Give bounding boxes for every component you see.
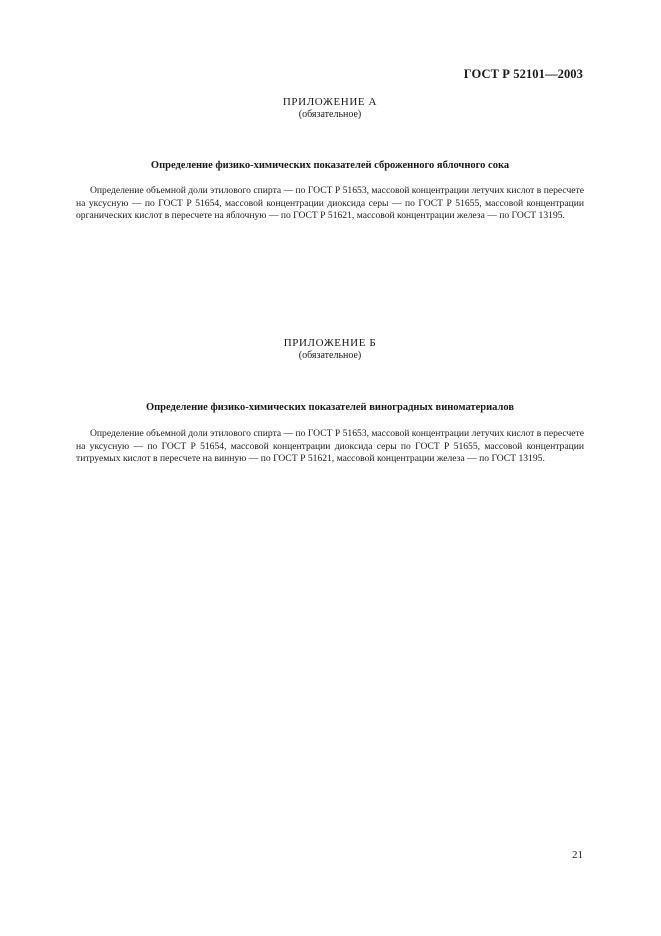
appendix-a-heading: Определение физико-химических показателей сброженного яблочного сока	[150, 160, 510, 171]
appendix-b-title-block	[76, 337, 584, 362]
appendix-b-status: (обязательное)	[298, 350, 362, 361]
appendix-a-title-block	[76, 96, 584, 121]
document-code: ГОСТ Р 52101—2003	[463, 67, 583, 81]
appendix-a-label: ПРИЛОЖЕНИЕ А	[282, 96, 378, 108]
appendix-b-paragraph: Определение объемной доли этилового спирта — по ГОСТ Р 51653, массовой концентрации летучих кислот в пересчете на уксусную — по ГОСТ Р 51654, массовой концентрации диоксида серы по ГОСТ Р 51655, массовой концентрации титруемых кислот в пересчете на винную — по ГОСТ Р 51621, массовой концентрации железа — по ГОСТ 13195.	[76, 428, 584, 465]
appendix-a-paragraph: Определение объемной доли этилового спирта — по ГОСТ Р 51653, массовой концентрации летучих кислот в пересчете на уксусную — по ГОСТ Р 51654, массовой концентрации диоксида серы — по ГОСТ Р 51655, массовой концентрации органических кислот в пересчете на яблочную — по ГОСТ Р 51621, массовой концентрации железа — по ГОСТ 13195.	[76, 185, 584, 222]
appendix-b-heading: Определение физико-химических показателей виноградных виноматериалов	[145, 402, 515, 413]
page-number: 21	[572, 849, 583, 861]
appendix-b-label: ПРИЛОЖЕНИЕ Б	[283, 337, 377, 349]
appendix-a-status: (обязательное)	[298, 109, 362, 120]
